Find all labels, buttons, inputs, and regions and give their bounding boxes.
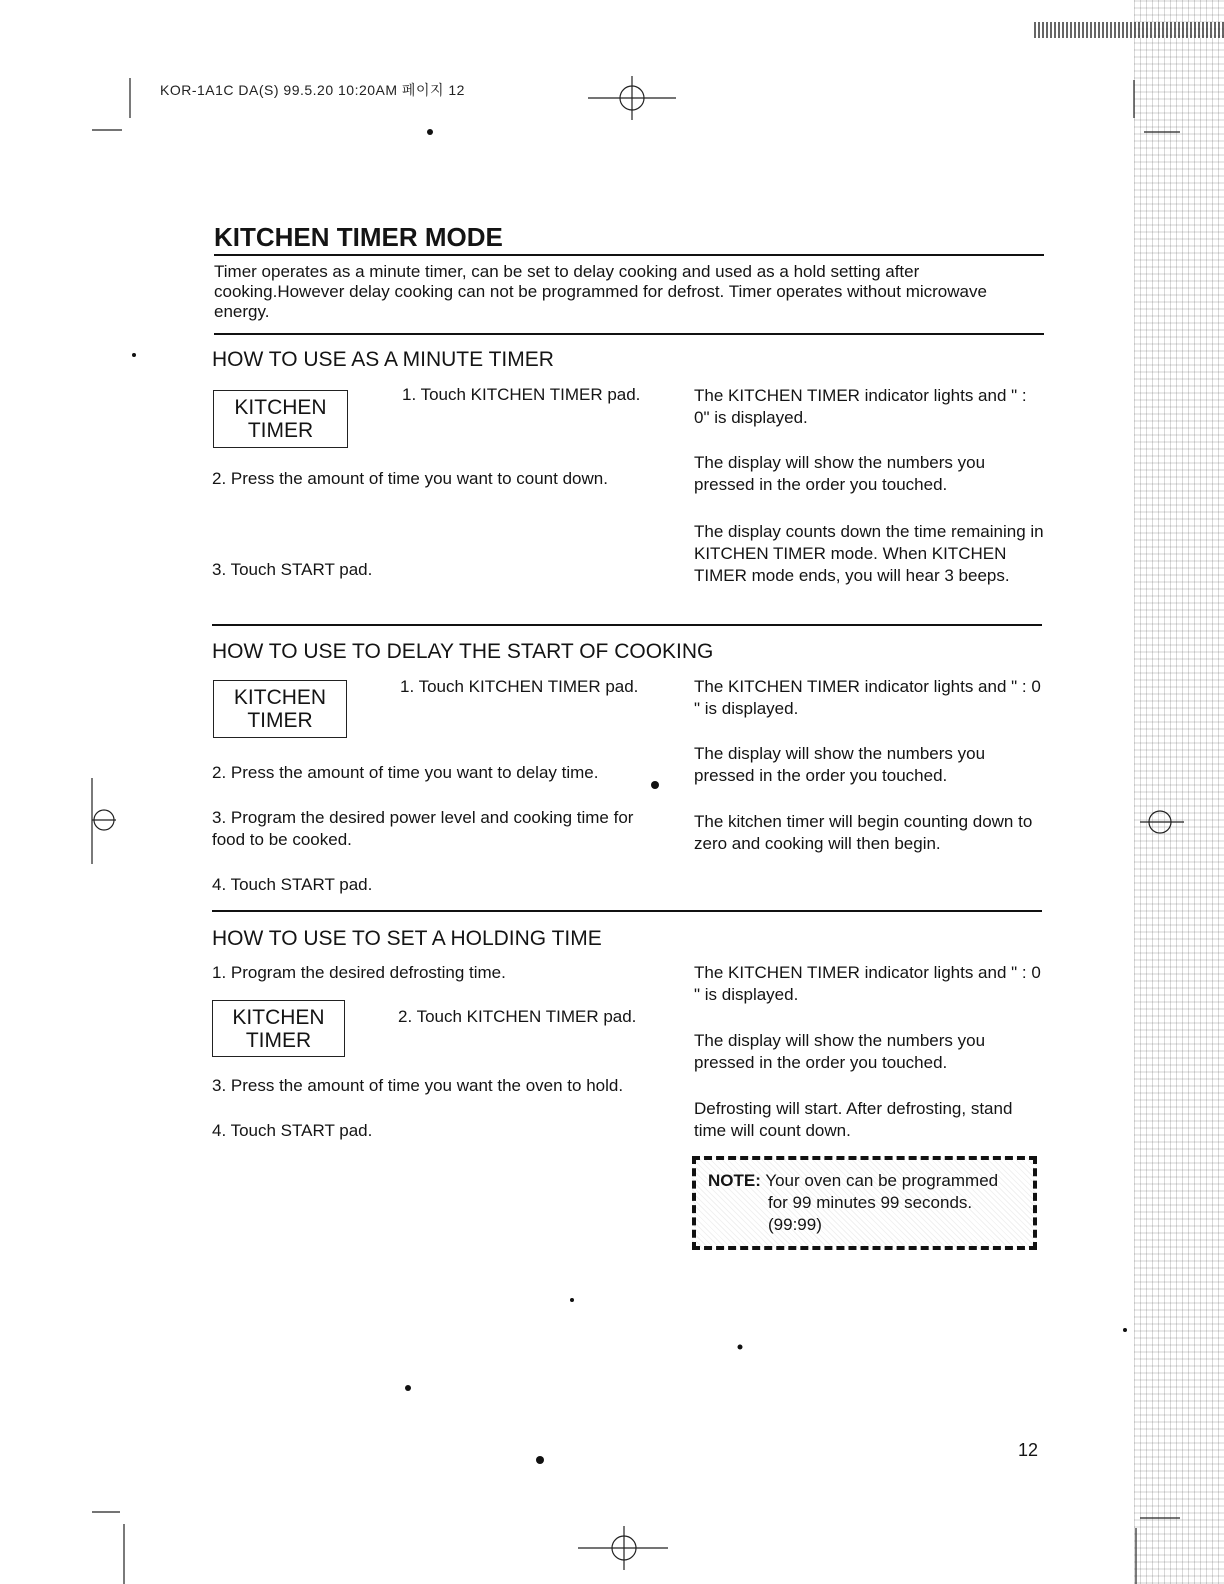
result-text: Defrosting will start. After defrosting, stand time will count down. <box>694 1099 1013 1140</box>
step-text: 4. Touch START pad. <box>212 1121 373 1140</box>
pad-label-line1: KITCHEN <box>233 686 327 709</box>
section-heading-holding-time: HOW TO USE TO SET A HOLDING TIME <box>212 927 602 950</box>
step-text: 2. Touch KITCHEN TIMER pad. <box>398 1007 637 1026</box>
result-text: The display will show the numbers you pressed in the order you touched. <box>694 1031 986 1072</box>
kitchen-timer-pad <box>213 680 347 738</box>
step-text: 4. Touch START pad. <box>212 875 373 894</box>
title-rule <box>214 254 1044 256</box>
pad-label-line1: KITCHEN <box>232 1005 325 1029</box>
section-heading-delay-start: HOW TO USE TO DELAY THE START OF COOKING <box>212 640 714 663</box>
step-text: 3. Touch START pad. <box>212 560 373 579</box>
result-text: The KITCHEN TIMER indicator lights and " : 0" is displayed. <box>694 386 1027 427</box>
step-text: 1. Touch KITCHEN TIMER pad. <box>402 385 641 404</box>
result-text: The display will show the numbers you pressed in the order you touched. <box>694 453 986 494</box>
result-text: The KITCHEN TIMER indicator lights and " : 0 " is displayed. <box>694 963 1041 1004</box>
section-heading-minute-timer: HOW TO USE AS A MINUTE TIMER <box>212 348 554 371</box>
step-text: 3. Program the desired power level and cooking time for food to be cooked. <box>212 808 634 849</box>
step-text: 2. Press the amount of time you want to delay time. <box>212 763 599 782</box>
result-text: The display counts down the time remaining in KITCHEN TIMER mode. When KITCHEN TIMER mode ends, you will hear 3 beeps. <box>694 522 1044 585</box>
intro-paragraph: Timer operates as a minute timer, can be set to delay cooking and used as a hold setting after cooking.However delay cooking can not be programmed for defrost. Timer operates without microwave energy. <box>214 262 987 321</box>
result-text: The display will show the numbers you pressed in the order you touched. <box>694 744 986 785</box>
step-text: 1. Touch KITCHEN TIMER pad. <box>400 677 639 696</box>
step-text: 2. Press the amount of time you want to count down. <box>212 469 608 488</box>
print-slug: KOR-1A1C DA(S) 99.5.20 10:20AM 페이지 12 <box>160 82 465 98</box>
note-line: Your oven can be programmed <box>765 1171 999 1190</box>
section-divider <box>212 624 1042 626</box>
pad-label-line2: TIMER <box>247 709 313 732</box>
section-divider <box>214 333 1044 335</box>
section-divider <box>212 910 1042 912</box>
note-label: NOTE: <box>708 1171 761 1190</box>
note-line: for 99 minutes 99 seconds. <box>768 1193 973 1212</box>
kitchen-timer-pad <box>213 390 348 448</box>
note-box <box>692 1156 1037 1250</box>
result-text: The kitchen timer will begin counting down to zero and cooking will then begin. <box>694 812 1033 853</box>
page-number: 12 <box>1018 1440 1039 1460</box>
pad-label-line2: TIMER <box>245 1028 312 1052</box>
kitchen-timer-pad <box>212 1000 345 1057</box>
page-title: KITCHEN TIMER MODE <box>214 222 503 252</box>
result-text: The KITCHEN TIMER indicator lights and " : 0 " is displayed. <box>694 677 1041 718</box>
note-line: (99:99) <box>768 1215 822 1234</box>
pad-label-line1: KITCHEN <box>234 396 327 419</box>
pad-label-line2: TIMER <box>247 419 314 442</box>
step-text: 3. Press the amount of time you want the oven to hold. <box>212 1076 624 1095</box>
step-text: 1. Program the desired defrosting time. <box>212 963 506 982</box>
